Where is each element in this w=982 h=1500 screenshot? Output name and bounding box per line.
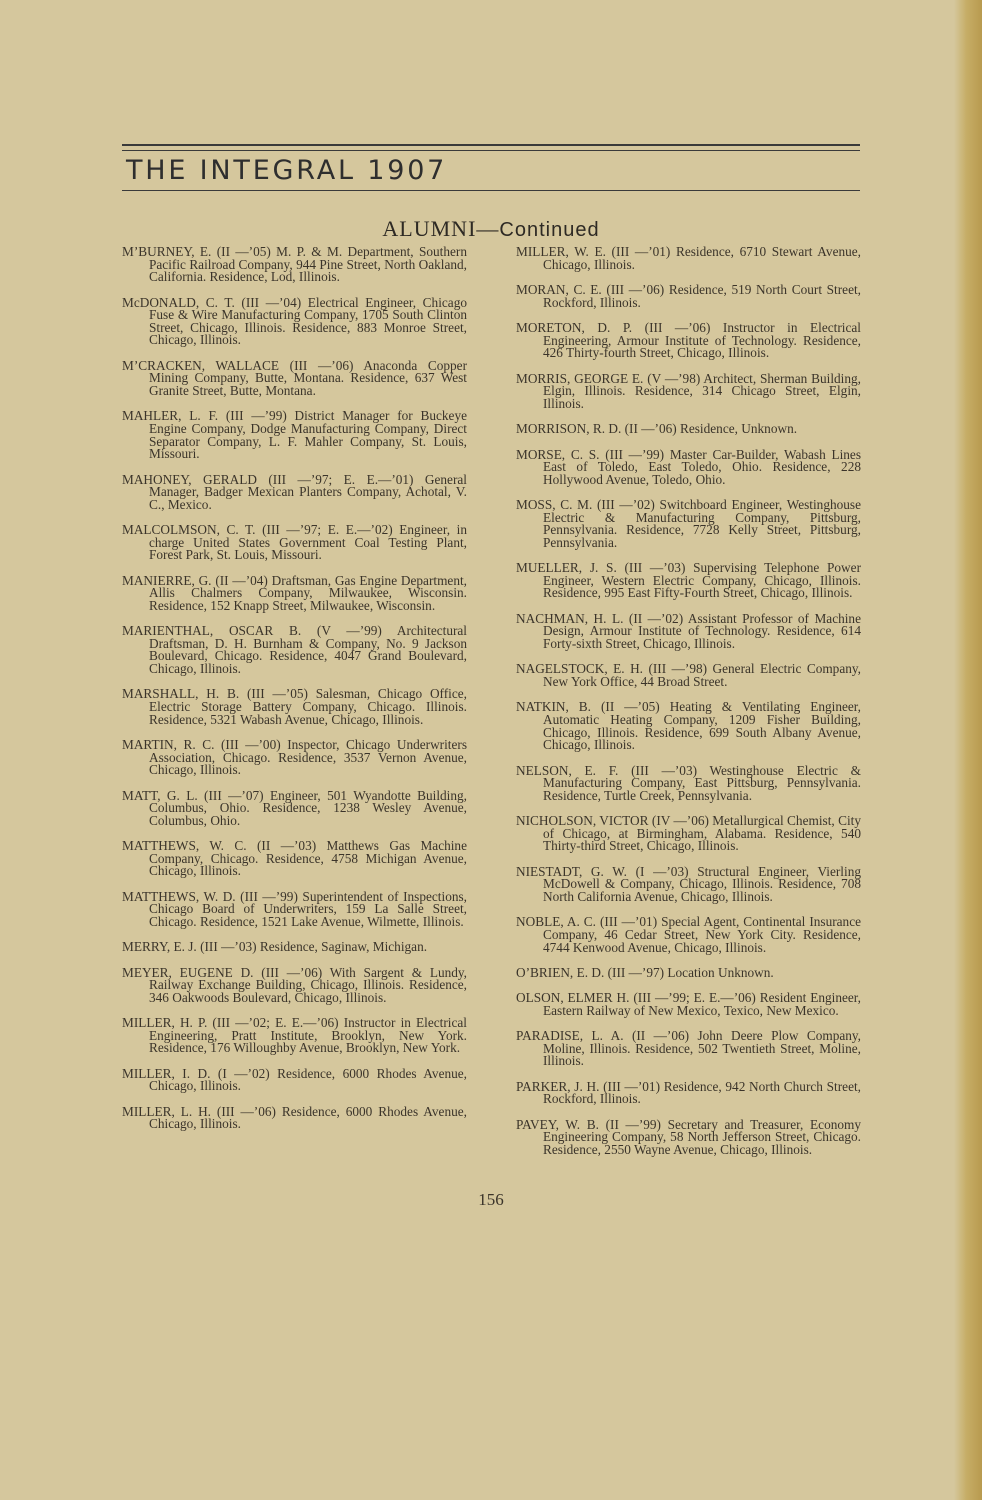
- alumni-entry: NAGELSTOCK, E. H. (III —’98) General Electric Company, New York Office, 44 Broad Street.: [516, 661, 861, 690]
- alumni-entry: NATKIN, B. (II —’05) Heating & Ventilating Engineer, Automatic Heating Company, 1209 Fisher Building, Chicago, Illinois. Residence, 699 South Albany Avenue, Chicago, Illinois.: [516, 699, 861, 753]
- alumni-entry: NACHMAN, H. L. (II —’02) Assistant Professor of Machine Design, Armour Institute of Technology. Residence, 614 Forty-sixth Street, Chicago, Illinois.: [516, 610, 861, 652]
- alumni-entry: NICHOLSON, VICTOR (IV —’06) Metallurgical Chemist, City of Chicago, at Birmingham, Alabama. Residence, 540 Thirty-third Street, Chicago, Illinois.: [516, 813, 861, 854]
- alumni-entry: M’CRACKEN, WALLACE (III —’06) Anaconda Copper Mining Company, Butte, Montana. Residence, 637 West Granite Street, Butte, Montana.: [122, 357, 467, 398]
- section-title: [0, 216, 982, 242]
- right-column: [516, 246, 861, 1169]
- alumni-entry: MATT, G. L. (III —’07) Engineer, 501 Wyandotte Building, Columbus, Ohio. Residence, 1238 Wesley Avenue, Columbus, Ohio.: [122, 787, 467, 828]
- alumni-entry: MILLER, H. P. (III —’02; E. E.—’06) Instructor in Electrical Engineering, Pratt Institute, Brooklyn, New York. Residence, 176 Willoughby Avenue, Brooklyn, New York.: [122, 1015, 467, 1056]
- alumni-entry: MORSE, C. S. (III —’99) Master Car-Builder, Wabash Lines East of Toledo, East Toledo, Ohio. Residence, 228 Hollywood Avenue, Toledo, Ohio.: [516, 446, 861, 487]
- section-title-continued: Continued: [499, 219, 600, 241]
- alumni-entry: MEYER, EUGENE D. (III —’06) With Sargent & Lundy, Railway Exchange Building, Chicago, Illinois. Residence, 346 Oakwoods Boulevard, Chicago, Illinois.: [122, 964, 467, 1005]
- alumni-entry: MORAN, C. E. (III —’06) Residence, 519 North Court Street, Rockford, Illinois.: [516, 281, 861, 310]
- header-rule-top-thin: [122, 150, 860, 151]
- alumni-entry: MARIENTHAL, OSCAR B. (V —’99) Architectural Draftsman, D. H. Burnham & Company, No. 9 Jackson Boulevard, Chicago. Residence, 4047 Grand Boulevard, Chicago, Illinois.: [122, 623, 467, 677]
- alumni-entry: PARKER, J. H. (III —’01) Residence, 942 North Church Street, Rockford, Illinois.: [516, 1078, 861, 1107]
- alumni-entry: MARSHALL, H. B. (III —’05) Salesman, Chicago Office, Electric Storage Battery Company, Chicago. Illinois. Residence, 5321 Wabash Avenue, Chicago, Illinois.: [122, 686, 467, 727]
- alumni-entry: MAHLER, L. F. (III —’99) District Manager for Buckeye Engine Company, Dodge Manufacturing Company, Direct Separator Company, L. F. Mahler Company, St. Louis, Missouri.: [122, 408, 467, 462]
- alumni-entry: MANIERRE, G. (II —’04) Draftsman, Gas Engine Department, Allis Chalmers Company, Milwaukee, Wisconsin. Residence, 152 Knapp Street, Milwaukee, Wisconsin.: [122, 572, 467, 613]
- alumni-entry: MOSS, C. M. (III —’02) Switchboard Engineer, Westinghouse Electric & Manufacturing Company, Pittsburg, Pennsylvania. Residence, 7728 Kelly Street, Pittsburg, Pennsylvania.: [516, 497, 861, 550]
- running-header-title: THE INTEGRAL 1907: [126, 155, 448, 186]
- section-title-main: ALUMNI: [382, 216, 477, 241]
- alumni-entry: MORRIS, GEORGE E. (V —’98) Architect, Sherman Building, Elgin, Illinois. Residence, 314 Chicago Street, Elgin, Illinois.: [516, 370, 861, 411]
- alumni-entry: MUELLER, J. S. (III —’03) Supervising Telephone Power Engineer, Western Electric Company, Chicago, Illinois. Residence, 995 East Fifty-Fourth Street, Chicago, Illinois.: [516, 560, 861, 601]
- alumni-entry: MILLER, W. E. (III —’01) Residence, 6710 Stewart Avenue, Chicago, Illinois.: [516, 244, 861, 272]
- left-column: [122, 246, 467, 1144]
- alumni-entry: M’BURNEY, E. (II —’05) M. P. & M. Department, Southern Pacific Railroad Company, 944 Pine Street, North Oakland, California. Residence, Lod, Illinois.: [122, 244, 467, 285]
- alumni-entry: NOBLE, A. C. (III —’01) Special Agent, Continental Insurance Company, 46 Cedar Street, New York City. Residence, 4744 Kenwood Avenue, Chicago, Illinois.: [516, 914, 861, 955]
- section-title-separator: —: [476, 216, 500, 241]
- alumni-entry: MALCOLMSON, C. T. (III —’97; E. E.—’02) Engineer, in charge United States Government Coal Testing Plant, Forest Park, St. Louis, Missouri.: [122, 522, 467, 563]
- page-number: 156: [478, 1190, 504, 1209]
- alumni-entry: MILLER, I. D. (I —’02) Residence, 6000 Rhodes Avenue, Chicago, Illinois.: [122, 1065, 467, 1094]
- alumni-entry: MERRY, E. J. (III —’03) Residence, Saginaw, Michigan.: [122, 939, 428, 955]
- alumni-entry: PAVEY, W. B. (II —’99) Secretary and Treasurer, Economy Engineering Company, 58 North Jefferson Street, Chicago. Residence, 2550 Wayne Avenue, Chicago, Illinois.: [516, 1116, 861, 1158]
- alumni-entry: O’BRIEN, E. D. (III —’97) Location Unknown.: [516, 964, 774, 980]
- alumni-entry: MORETON, D. P. (III —’06) Instructor in Electrical Engineering, Armour Institute of Technology. Residence, 426 Thirty-fourth Street, Chicago, Illinois.: [516, 319, 861, 361]
- alumni-entry: MAHONEY, GERALD (III —’97; E. E.—’01) General Manager, Badger Mexican Planters Company, Achotal, V. C., Mexico.: [122, 471, 467, 512]
- alumni-entry: NIESTADT, G. W. (I —’03) Structural Engineer, Vierling McDowell & Company, Chicago, Illinois. Residence, 708 North California Avenue, Chicago, Illinois.: [516, 863, 861, 904]
- header-rule-bottom: [122, 190, 860, 191]
- alumni-entry: McDONALD, C. T. (III —’04) Electrical Engineer, Chicago Fuse & Wire Manufacturing Company, 1705 South Clinton Street, Chicago, Illinois. Residence, 883 Monroe Street, Chicago, Illinois.: [122, 294, 467, 348]
- alumni-entry: MILLER, L. H. (III —’06) Residence, 6000 Rhodes Avenue, Chicago, Illinois.: [122, 1103, 467, 1132]
- alumni-entry: MARTIN, R. C. (III —’00) Inspector, Chicago Underwriters Association, Chicago. Residence, 3537 Vernon Avenue, Chicago, Illinois.: [122, 736, 467, 778]
- alumni-entry: NELSON, E. F. (III —’03) Westinghouse Electric & Manufacturing Company, East Pittsburg, Pennsylvania. Residence, Turtle Creek, Pennsylvania.: [516, 762, 861, 803]
- header-rule-top: [122, 144, 860, 146]
- alumni-entry: MATTHEWS, W. D. (III —’99) Superintendent of Inspections, Chicago Board of Underwriters, 159 La Salle Street, Chicago. Residence, 1521 Lake Avenue, Wilmette, Illinois.: [122, 888, 467, 929]
- alumni-entry: MORRISON, R. D. (II —’06) Residence, Unknown.: [516, 421, 798, 437]
- alumni-entry: PARADISE, L. A. (II —’06) John Deere Plow Company, Moline, Illinois. Residence, 502 Twentieth Street, Moline, Illinois.: [516, 1028, 861, 1069]
- alumni-entry: MATTHEWS, W. C. (II —’03) Matthews Gas Machine Company, Chicago. Residence, 4758 Michigan Avenue, Chicago, Illinois.: [122, 838, 467, 879]
- alumni-entry: OLSON, ELMER H. (III —’99; E. E.—’06) Resident Engineer, Eastern Railway of New Mexico, Texico, New Mexico.: [516, 990, 861, 1018]
